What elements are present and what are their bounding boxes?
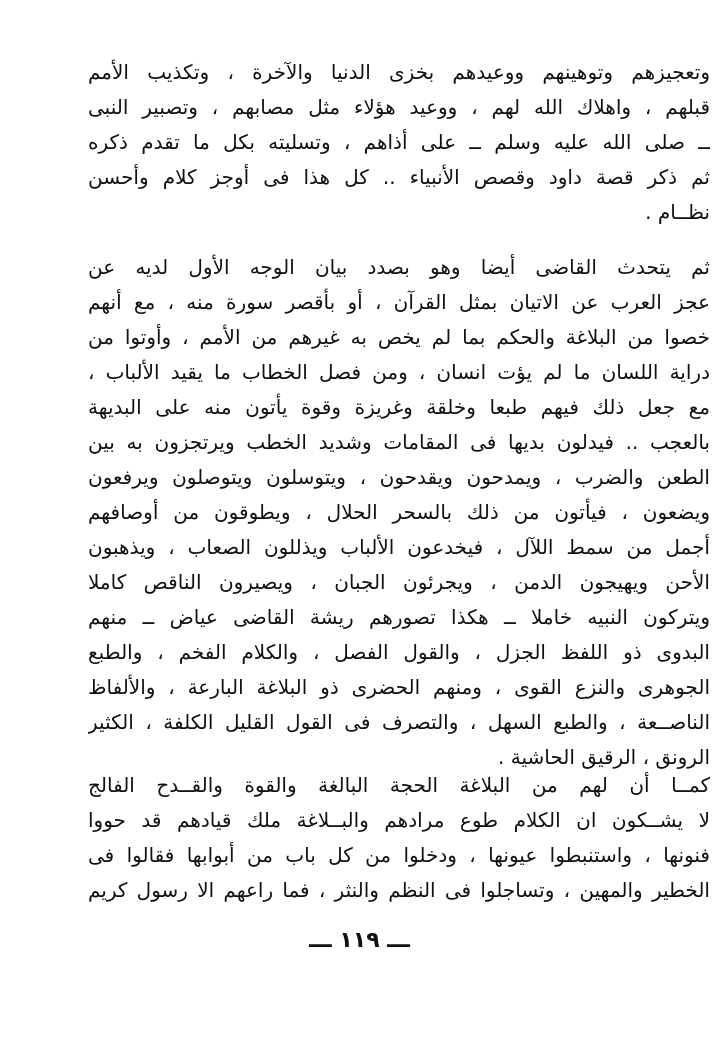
text-line: أجمل من سمط اللآل ، فيخدعون الألباب ويذللون الصعاب ، ويذهبون bbox=[88, 535, 710, 559]
text-line: قبلهم ، واهلاك الله لهم ، ووعيد هؤلاء مثل مصابهم ، وتصبير النبى bbox=[88, 95, 710, 119]
text-line: البدوى ذو اللفظ الجزل ، والقول الفصل ، والكلام الفخم ، والطبع bbox=[88, 640, 710, 664]
text-line: لا يشــكون ان الكلام طوع مرادهم والبــلاغة ملك قيادهم قد حووا bbox=[88, 808, 710, 832]
page-number: ـــ ١١٩ ـــ bbox=[309, 928, 410, 953]
text-line: خصوا من البلاغة والحكم بما لم يخص به غيرهم من الأمم ، وأوتوا من bbox=[88, 325, 710, 349]
text-line: بالعجب .. فيدلون بديها فى المقامات وشديد الخطب ويرتجزون به بين bbox=[88, 430, 710, 454]
text-line: ثم ذكر قصة داود وقصص الأنبياء .. كل هذا فى أوجز كلام وأحسن bbox=[88, 165, 710, 189]
text-line: وتعجيزهم وتوهينهم ووعيدهم بخزى الدنيا والآخرة ، وتكذيب الأمم bbox=[88, 60, 710, 84]
text-line: ويتركون النبيه خاملا ــ هكذا تصورهم ريشة القاضى عياض ــ منهم bbox=[88, 605, 710, 629]
text-line: الطعن والضرب ، ويمدحون ويقدحون ، ويتوسلون ويتوصلون ويرفعون bbox=[88, 465, 710, 489]
text-line: الجوهرى والنزع القوى ، ومنهم الحضرى ذو البلاغة البارعة ، والألفاظ bbox=[88, 675, 710, 699]
text-line: دراية اللسان ما لم يؤت انسان ، ومن فصل الخطاب ما يقيد الألباب ، bbox=[88, 360, 710, 384]
text-line: الناصــعة ، والطبع السهل ، والتصرف فى القول القليل الكلفة ، الكثير bbox=[88, 710, 710, 734]
text-line: الأحن ويهيجون الدمن ، ويجرئون الجبان ، ويصيرون الناقص كاملا bbox=[88, 570, 710, 594]
paragraph-1 bbox=[88, 55, 710, 230]
paragraph-3 bbox=[88, 768, 710, 908]
text-line: نظــام . bbox=[645, 200, 710, 224]
text-line: فنونها ، واستنبطوا عيونها ، ودخلوا من كل باب من أبوابها فقالوا فى bbox=[88, 843, 710, 867]
text-line: ويضعون ، فيأتون من ذلك بالسحر الحلال ، ويطوقون من أوصافهم bbox=[88, 500, 710, 524]
paragraph-2 bbox=[88, 250, 710, 775]
text-line: ــ صلى الله عليه وسلم ــ على أذاهم ، وتسليته بكل ما تقدم ذكره bbox=[88, 130, 710, 154]
text-line: مع جعل ذلك فيهم طبعا وخلقة وغريزة وقوة يأتون منه على البديهة bbox=[88, 395, 710, 419]
text-line: ثم يتحدث القاضى أيضا وهو بصدد بيان الوجه الأول لديه عن bbox=[88, 255, 710, 279]
text-line: الخطير والمهين ، وتساجلوا فى النظم والنثر ، فما راعهم الا رسول كريم bbox=[88, 878, 710, 902]
text-line: الرونق ، الرقيق الحاشية . bbox=[498, 745, 710, 769]
text-line: كمــا أن لهم من البلاغة الحجة البالغة والقوة والقــدح الفالج bbox=[88, 773, 710, 797]
text-line: عجز العرب عن الاتيان بمثل القرآن ، أو بأقصر سورة منه ، مع أنهم bbox=[88, 290, 710, 314]
